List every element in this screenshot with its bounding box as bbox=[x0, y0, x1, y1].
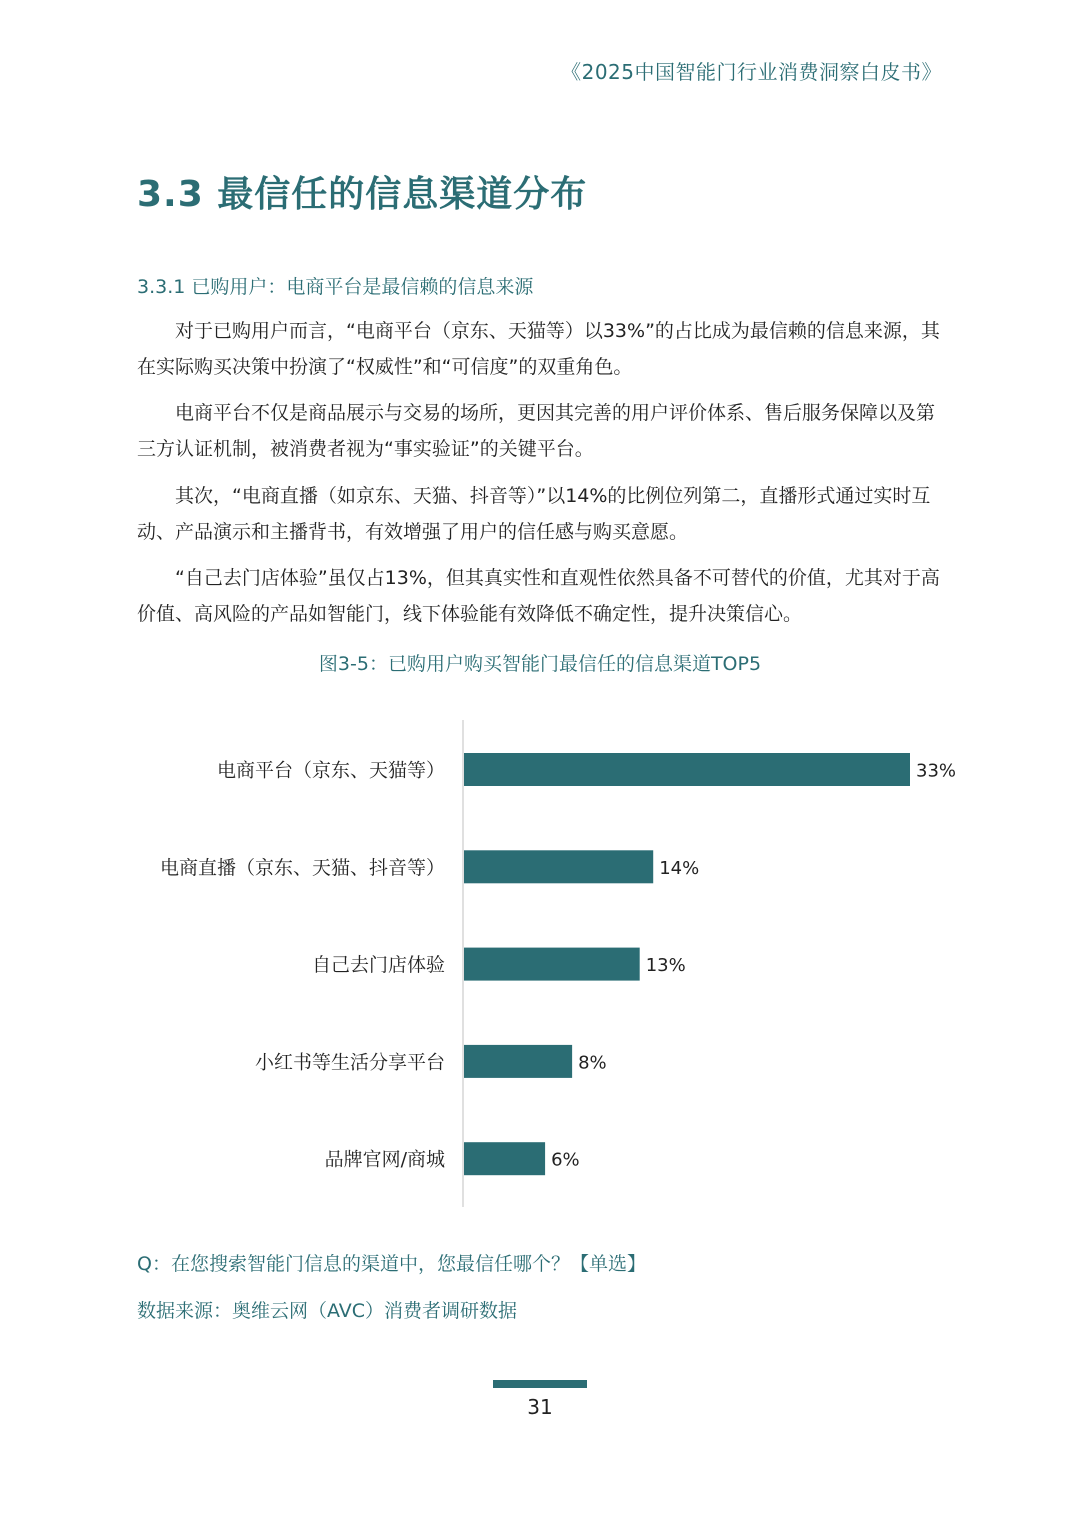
data-source: 数据来源：奥维云网（AVC）消费者调研数据 bbox=[137, 1300, 518, 1322]
value-label-5: 6% bbox=[551, 1149, 580, 1171]
subsection-title: 3.3.1 已购用户：电商平台是最信赖的信息来源 bbox=[137, 276, 534, 298]
bar-1 bbox=[464, 753, 910, 786]
paragraph-1 bbox=[137, 313, 947, 385]
paragraph-2 bbox=[137, 395, 947, 467]
bar-3 bbox=[464, 948, 640, 981]
value-label-2: 14% bbox=[659, 857, 700, 879]
paragraph-3 bbox=[137, 478, 947, 550]
survey-question: Q：在您搜索智能门信息的渠道中，您最信任哪个？【单选】 bbox=[137, 1253, 646, 1275]
bar-5 bbox=[464, 1142, 545, 1175]
bar-chart bbox=[0, 715, 1080, 1215]
paragraph-2-text: 电商平台不仅是商品展示与交易的场所，更因其完善的用户评价体系、售后服务保障以及第三方认证机制，被消费者视为“事实验证”的关键平台。 bbox=[137, 402, 936, 460]
page-number: 31 bbox=[527, 1395, 553, 1419]
category-label-1: 电商平台（京东、天猫等） bbox=[216, 759, 445, 782]
paragraph-4-text: “自己去门店体验”虽仅占13%，但其真实性和直观性依然具备不可替代的价值，尤其对于高价值、高风险的产品如智能门，线下体验能有效降低不确定性，提升决策信心。 bbox=[137, 567, 940, 625]
page-number-bar bbox=[493, 1380, 587, 1388]
paragraph-3-text: 其次，“电商直播（如京东、天猫、抖音等）”以14%的比例位列第二，直播形式通过实时互动、产品演示和主播背书，有效增强了用户的信任感与购买意愿。 bbox=[137, 485, 931, 543]
category-label-5: 品牌官网/商城 bbox=[324, 1148, 445, 1171]
bar-2 bbox=[464, 850, 653, 883]
category-label-4: 小红书等生活分享平台 bbox=[254, 1051, 445, 1074]
value-label-4: 8% bbox=[578, 1052, 607, 1074]
bar-4 bbox=[464, 1045, 572, 1078]
paragraph-4 bbox=[137, 560, 947, 632]
figure-caption: 图3-5：已购用户购买智能门最信任的信息渠道TOP5 bbox=[318, 653, 762, 675]
value-label-3: 13% bbox=[645, 955, 686, 977]
section-title: 3.3 最信任的信息渠道分布 bbox=[137, 174, 588, 215]
category-label-3: 自己去门店体验 bbox=[311, 954, 445, 977]
paragraph-1-text: 对于已购用户而言，“电商平台（京东、天猫等）以33%”的占比成为最信赖的信息来源，其在实际购买决策中扮演了“权威性”和“可信度”的双重角色。 bbox=[137, 320, 940, 378]
chart-marks bbox=[160, 753, 956, 1175]
value-label-1: 33% bbox=[916, 760, 957, 782]
category-label-2: 电商直播（京东、天猫、抖音等） bbox=[159, 856, 445, 879]
document-header-title: 《2025中国智能门行业消费洞察白皮书》 bbox=[561, 60, 942, 84]
